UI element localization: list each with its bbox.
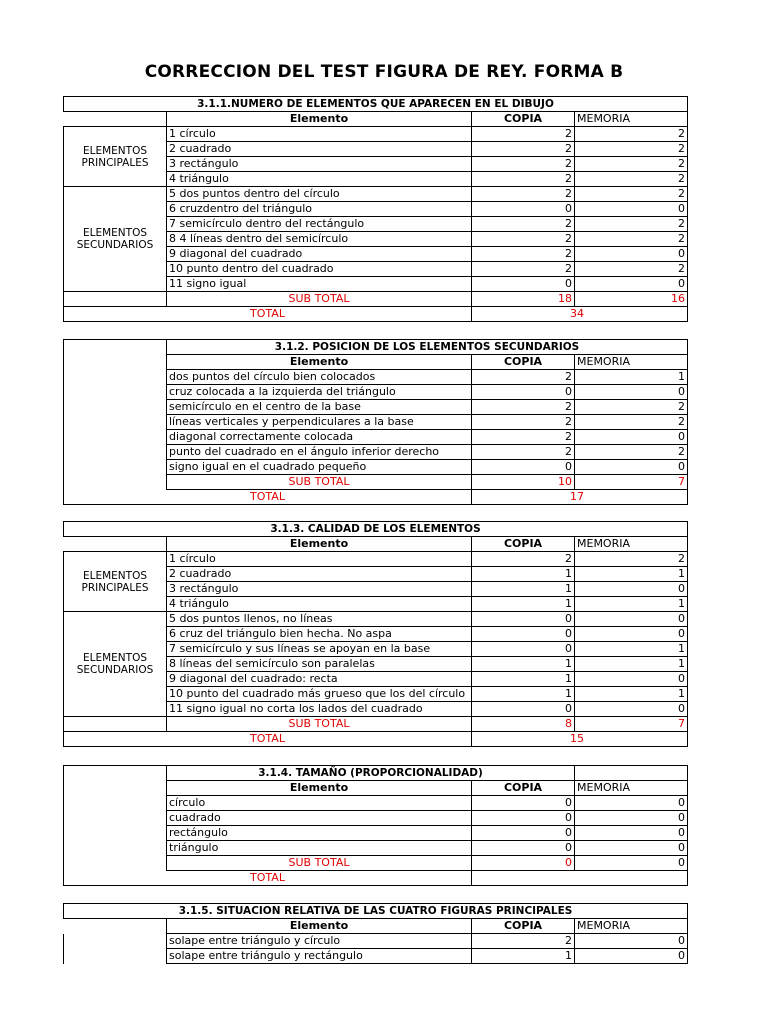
element-label: 1 círculo (167, 127, 472, 142)
total-label: TOTAL (250, 732, 285, 745)
memoria-value: 2 (575, 187, 688, 202)
table-tamano (63, 765, 688, 886)
section-title: 3.1.5. SITUACION RELATIVA DE LAS CUATRO FIGURAS PRINCIPALES (64, 904, 688, 919)
table-row (64, 127, 688, 142)
blank-cell (64, 292, 167, 307)
memoria-value: 2 (575, 262, 688, 277)
memoria-value: 0 (575, 385, 688, 400)
element-label: solape entre triángulo y rectángulo (167, 949, 472, 964)
memoria-value: 0 (575, 811, 688, 826)
table-row (64, 445, 688, 460)
total-row (64, 307, 688, 322)
blank-cell (64, 856, 167, 871)
memoria-value: 0 (575, 247, 688, 262)
subtotal-copia: 10 (472, 475, 575, 490)
table-row (64, 370, 688, 385)
subtotal-label: SUB TOTAL (167, 717, 472, 732)
memoria-value: 0 (575, 582, 688, 597)
copia-value: 0 (472, 796, 575, 811)
copia-value: 2 (472, 172, 575, 187)
memoria-value: 1 (575, 370, 688, 385)
memoria-value: 0 (575, 627, 688, 642)
header-copia: COPIA (472, 537, 575, 552)
header-elemento: Elemento (167, 112, 472, 127)
category-label: ELEMENTOS SECUNDARIOS (64, 187, 167, 292)
memoria-value: 1 (575, 657, 688, 672)
table-numero-elementos (63, 96, 688, 322)
memoria-value: 2 (575, 415, 688, 430)
copia-value: 1 (472, 949, 575, 964)
copia-value: 1 (472, 672, 575, 687)
memoria-value: 0 (575, 460, 688, 475)
subtotal-memoria: 0 (575, 856, 688, 871)
copia-value: 1 (472, 582, 575, 597)
copia-value: 2 (472, 400, 575, 415)
table-row (64, 552, 688, 567)
memoria-value: 1 (575, 642, 688, 657)
category-label: ELEMENTOS PRINCIPALES (64, 552, 167, 612)
copia-value: 2 (472, 187, 575, 202)
blank-cell (64, 460, 167, 475)
copia-value: 2 (472, 232, 575, 247)
table-situacion-relativa (63, 903, 688, 964)
memoria-value: 2 (575, 400, 688, 415)
memoria-value: 1 (575, 567, 688, 582)
section-title: 3.1.3. CALIDAD DE LOS ELEMENTOS (64, 522, 688, 537)
header-elemento: Elemento (167, 537, 472, 552)
header-copia: COPIA (472, 919, 575, 934)
memoria-value: 1 (575, 597, 688, 612)
element-label: 2 cuadrado (167, 142, 472, 157)
header-copia: COPIA (472, 355, 575, 370)
copia-value: 1 (472, 567, 575, 582)
header-memoria: MEMORIA (575, 112, 688, 127)
section-title: 3.1.2. POSICION DE LOS ELEMENTOS SECUNDARIOS (167, 340, 688, 355)
copia-value: 1 (472, 687, 575, 702)
category-label: ELEMENTOS PRINCIPALES (64, 127, 167, 187)
copia-value: 2 (472, 415, 575, 430)
header-copia: COPIA (472, 112, 575, 127)
element-label: 11 signo igual no corta los lados del cuadrado (167, 702, 472, 717)
blank-cell (64, 717, 167, 732)
element-label: 8 4 líneas dentro del semicírculo (167, 232, 472, 247)
header-elemento: Elemento (167, 781, 472, 796)
element-label: 3 rectángulo (167, 582, 472, 597)
subtotal-label: SUB TOTAL (167, 856, 472, 871)
element-label: 10 punto del cuadrado más grueso que los del círculo (167, 687, 472, 702)
table-row (64, 949, 688, 964)
memoria-value: 1 (575, 687, 688, 702)
element-label: diagonal correctamente colocada (167, 430, 472, 445)
total-label-cell (64, 871, 472, 886)
subtotal-row (64, 856, 688, 871)
copia-value: 0 (472, 627, 575, 642)
header-elemento: Elemento (167, 919, 472, 934)
element-label: signo igual en el cuadrado pequeño (167, 460, 472, 475)
total-value: 15 (472, 732, 688, 747)
element-label: círculo (167, 796, 472, 811)
total-label-cell (64, 307, 472, 322)
memoria-value: 2 (575, 552, 688, 567)
blank-cell (64, 415, 167, 430)
copia-value: 0 (472, 277, 575, 292)
table-row (64, 841, 688, 856)
copia-value: 0 (472, 841, 575, 856)
total-value: 17 (472, 490, 688, 505)
copia-value: 2 (472, 552, 575, 567)
memoria-value: 0 (575, 826, 688, 841)
blank-cell (64, 949, 167, 964)
blank-cell (64, 475, 167, 490)
subtotal-copia: 18 (472, 292, 575, 307)
copia-value: 0 (472, 612, 575, 627)
element-label: cuadrado (167, 811, 472, 826)
element-label: 1 círculo (167, 552, 472, 567)
subtotal-memoria: 7 (575, 717, 688, 732)
element-label: 6 cruz del triángulo bien hecha. No aspa (167, 627, 472, 642)
element-label: semicírculo en el centro de la base (167, 400, 472, 415)
element-label: 9 diagonal del cuadrado (167, 247, 472, 262)
blank-cell (64, 445, 167, 460)
element-label: líneas verticales y perpendiculares a la base (167, 415, 472, 430)
total-value: 34 (472, 307, 688, 322)
section-title: 3.1.1.NUMERO DE ELEMENTOS QUE APARECEN EN EL DIBUJO (64, 97, 688, 112)
table-row (64, 826, 688, 841)
memoria-value: 2 (575, 142, 688, 157)
table-row (64, 796, 688, 811)
memoria-value: 0 (575, 430, 688, 445)
element-label: 10 punto dentro del cuadrado (167, 262, 472, 277)
total-row (64, 732, 688, 747)
memoria-value: 2 (575, 445, 688, 460)
total-row (64, 871, 688, 886)
subtotal-memoria: 7 (575, 475, 688, 490)
table-row (64, 612, 688, 627)
copia-value: 2 (472, 247, 575, 262)
subtotal-copia: 8 (472, 717, 575, 732)
blank-cell (64, 811, 167, 826)
table-row (64, 400, 688, 415)
memoria-value: 0 (575, 796, 688, 811)
table-calidad-elementos (63, 521, 688, 747)
header-memoria: MEMORIA (575, 919, 688, 934)
total-label: TOTAL (250, 871, 285, 884)
blank-cell (64, 400, 167, 415)
element-label: 3 rectángulo (167, 157, 472, 172)
copia-value: 0 (472, 460, 575, 475)
copia-value: 0 (472, 642, 575, 657)
copia-value: 0 (472, 811, 575, 826)
table-row (64, 460, 688, 475)
element-label: cruz colocada a la izquierda del triángulo (167, 385, 472, 400)
memoria-value: 2 (575, 232, 688, 247)
element-label: 4 triángulo (167, 172, 472, 187)
copia-value: 0 (472, 385, 575, 400)
element-label: 7 semicírculo y sus líneas se apoyan en la base (167, 642, 472, 657)
copia-value: 2 (472, 157, 575, 172)
header-copia: COPIA (472, 781, 575, 796)
table-row (64, 385, 688, 400)
total-value (472, 871, 688, 886)
element-label: 6 cruzdentro del triángulo (167, 202, 472, 217)
memoria-value: 2 (575, 217, 688, 232)
copia-value: 2 (472, 934, 575, 949)
memoria-value: 0 (575, 612, 688, 627)
blank-cell (64, 796, 167, 811)
blank-cell (64, 934, 167, 949)
table-row (64, 430, 688, 445)
element-label: 4 triángulo (167, 597, 472, 612)
memoria-value: 0 (575, 202, 688, 217)
copia-value: 1 (472, 597, 575, 612)
element-label: triángulo (167, 841, 472, 856)
blank-cell (64, 826, 167, 841)
element-label: 5 dos puntos llenos, no líneas (167, 612, 472, 627)
total-label: TOTAL (250, 490, 285, 503)
copia-value: 2 (472, 445, 575, 460)
element-label: dos puntos del círculo bien colocados (167, 370, 472, 385)
blank-cell (64, 385, 167, 400)
blank-cell (64, 841, 167, 856)
copia-value: 2 (472, 262, 575, 277)
subtotal-label: SUB TOTAL (167, 292, 472, 307)
copia-value: 2 (472, 430, 575, 445)
page-title: CORRECCION DEL TEST FIGURA DE REY. FORMA B (144, 62, 624, 82)
element-label: 9 diagonal del cuadrado: recta (167, 672, 472, 687)
memoria-value: 0 (575, 841, 688, 856)
element-label: 7 semicírculo dentro del rectángulo (167, 217, 472, 232)
copia-value: 2 (472, 127, 575, 142)
memoria-value: 0 (575, 672, 688, 687)
table-row (64, 811, 688, 826)
section-title: 3.1.4. TAMAÑO (PROPORCIONALIDAD) (167, 766, 575, 781)
subtotal-row (64, 292, 688, 307)
subtotal-row (64, 475, 688, 490)
copia-value: 0 (472, 202, 575, 217)
memoria-value: 0 (575, 702, 688, 717)
copia-value: 2 (472, 370, 575, 385)
memoria-value: 2 (575, 127, 688, 142)
memoria-value: 0 (575, 934, 688, 949)
total-label: TOTAL (250, 307, 285, 320)
total-row (64, 490, 688, 505)
copia-value: 2 (472, 142, 575, 157)
memoria-value: 2 (575, 157, 688, 172)
element-label: solape entre triángulo y círculo (167, 934, 472, 949)
element-label: punto del cuadrado en el ángulo inferior derecho (167, 445, 472, 460)
total-label-cell (64, 490, 472, 505)
table-row (64, 934, 688, 949)
blank-cell (64, 430, 167, 445)
copia-value: 2 (472, 217, 575, 232)
table-row (64, 187, 688, 202)
category-label: ELEMENTOS SECUNDARIOS (64, 612, 167, 717)
header-memoria: MEMORIA (575, 537, 688, 552)
memoria-value: 2 (575, 172, 688, 187)
element-label: 8 líneas del semicírculo son paralelas (167, 657, 472, 672)
memoria-value: 0 (575, 277, 688, 292)
header-elemento: Elemento (167, 355, 472, 370)
copia-value: 1 (472, 657, 575, 672)
element-label: 11 signo igual (167, 277, 472, 292)
header-memoria: MEMORIA (575, 781, 688, 796)
copia-value: 0 (472, 826, 575, 841)
header-memoria: MEMORIA (575, 355, 688, 370)
subtotal-copia: 0 (472, 856, 575, 871)
element-label: 2 cuadrado (167, 567, 472, 582)
subtotal-memoria: 16 (575, 292, 688, 307)
table-posicion-elementos (63, 339, 688, 505)
table-row (64, 415, 688, 430)
copia-value: 0 (472, 702, 575, 717)
element-label: 5 dos puntos dentro del círculo (167, 187, 472, 202)
element-label: rectángulo (167, 826, 472, 841)
blank-cell (64, 370, 167, 385)
total-label-cell (64, 732, 472, 747)
subtotal-row (64, 717, 688, 732)
subtotal-label: SUB TOTAL (167, 475, 472, 490)
memoria-value: 0 (575, 949, 688, 964)
